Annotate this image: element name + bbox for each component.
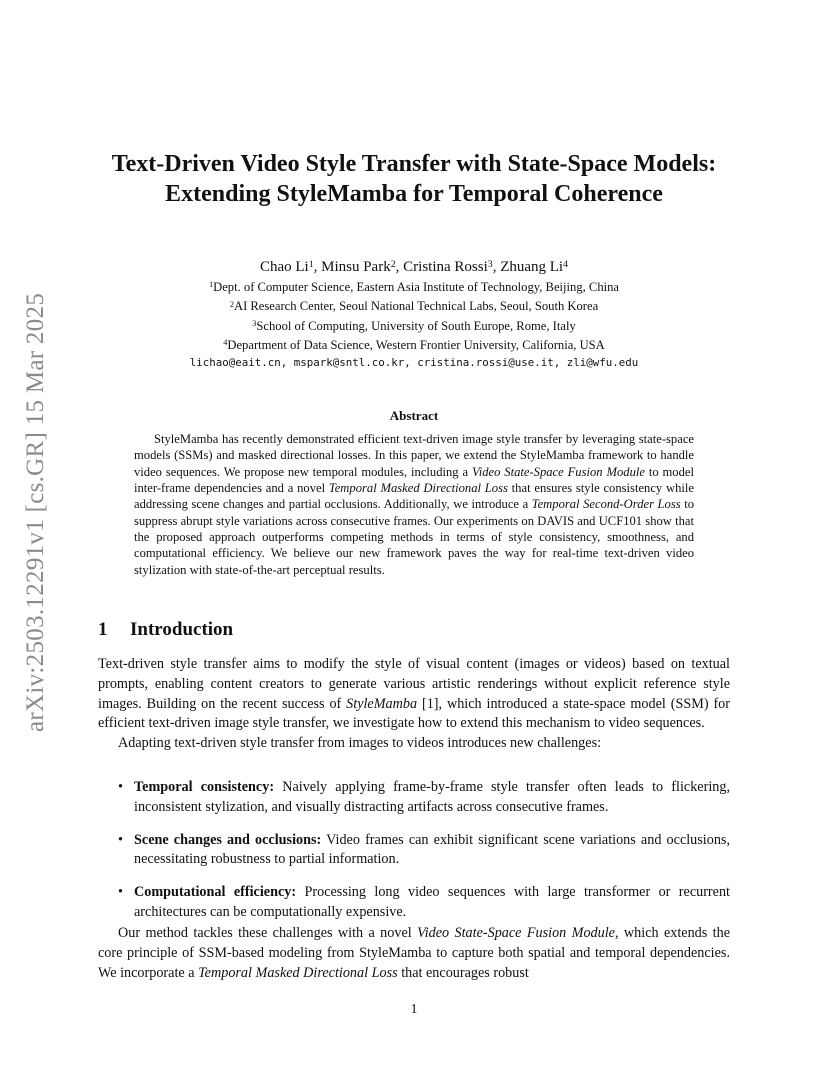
abstract-emphasis: Video State-Space Fusion Module — [471, 464, 645, 479]
paper-title: Text-Driven Video Style Transfer with State-Space Models: Extending StyleMamba for Temporal Coherence — [111, 151, 717, 207]
text-segment: , which extends the core principle of SSM-based modeling from StyleMamba to capture both spatial and temporal dependencies. We incorporate a — [98, 925, 731, 981]
author-list: Chao Li$^1$, Minsu Park$^2$, Cristina Rossi$^3$, Zhuang Li$^4$ — [259, 258, 569, 275]
intro-paragraph-1 — [98, 655, 730, 734]
list-item-text: Processing long video sequences with large transformer or recurrent architectures can be computationally expensive. — [134, 884, 730, 920]
list-item — [98, 883, 730, 923]
author-name: Minsu Park — [321, 259, 391, 275]
arxiv-stamp: arXiv:2503.12291v1 [cs.GR] 15 Mar 2025 — [22, 292, 49, 732]
author-mark: 1 — [308, 258, 314, 270]
affiliation — [100, 336, 728, 355]
list-item — [98, 778, 730, 818]
affiliation — [100, 278, 728, 297]
affiliation-mark: 1 — [208, 280, 214, 290]
author-emails: lichao@eait.cn, mspark@sntl.co.kr, cristina.rossi@use.it, zli@wfu.edu — [189, 356, 639, 369]
abstract-segment: to suppress abrupt style variations across consecutive frames. Our experiments on DAVIS and UCF101 show that the proposed approach outperforms competing methods in terms of style consistency, smoothness, and computational efficiency. We believe our new framework paves the way for real-time text-driven video stylization with state-of-the-art perceptual results. — [134, 497, 695, 577]
affiliation-text: Department of Data Science, Western Frontier University, California, USA — [227, 338, 605, 353]
list-item-head: Computational efficiency: — [134, 884, 297, 901]
intro-paragraph-2: Adapting text-driven style transfer from images to videos introduces new challenges: — [118, 735, 602, 751]
intro-paragraph-3 — [98, 924, 730, 983]
author-name: Chao Li — [259, 259, 309, 275]
author-mark: 3 — [487, 258, 493, 270]
abstract-segment: that ensures style consistency while addressing scene changes and partial occlusions. Additionally, we introduce a — [134, 481, 694, 512]
affiliation — [100, 317, 728, 336]
bullet-icon: • — [118, 884, 123, 901]
affiliation-list — [100, 278, 728, 356]
abstract-text — [134, 431, 694, 578]
list-item — [98, 831, 730, 871]
abstract-heading: Abstract — [389, 408, 439, 423]
list-item-text: Naively applying frame-by-frame style transfer often leads to flickering, inconsistent stylization, and visually distracting artifacts across consecutive frames. — [134, 779, 730, 815]
text-segment: that encourages robust — [397, 964, 529, 981]
affiliation-mark: 3 — [252, 319, 257, 329]
author-mark: 2 — [390, 258, 396, 270]
affiliation-text: School of Computing, University of South Europe, Rome, Italy — [256, 318, 576, 333]
abstract-segment: to model inter-frame dependencies and a novel — [134, 464, 694, 496]
affiliation-text: AI Research Center, Seoul National Technical Labs, Seoul, South Korea — [233, 299, 599, 314]
author-name: Cristina Rossi — [403, 259, 488, 275]
list-item-head: Temporal consistency: — [134, 779, 275, 795]
abstract-segment: StyleMamba has recently demonstrated efficient text-driven image style transfer by leveraging state-space models (SSMs) and masked directional losses. In this paper, we extend the StyleMamba framework to handle video sequences. We propose new temporal modules, including a — [134, 432, 694, 479]
affiliation-text: Dept. of Computer Science, Eastern Asia Institute of Technology, Beijing, China — [213, 280, 620, 294]
section-title: Introduction — [130, 619, 234, 640]
affiliation — [100, 297, 728, 316]
affiliation-mark: 4 — [223, 338, 228, 348]
author-mark: 4 — [563, 258, 569, 270]
page-number: 1 — [410, 1002, 418, 1017]
section-heading — [98, 618, 233, 642]
text-emphasis: StyleMamba — [346, 695, 418, 712]
list-item-head: Scene changes and occlusions: — [134, 831, 322, 848]
abstract-emphasis: Temporal Second-Order Loss — [531, 497, 681, 512]
abstract-emphasis: Temporal Masked Directional Loss — [328, 481, 508, 496]
list-item-text: Video frames can exhibit significant scene variations and occlusions, necessitating robustness to partial information. — [134, 831, 730, 868]
text-segment: Our method tackles these challenges with a novel — [118, 925, 418, 941]
affiliation-mark: 2 — [229, 299, 234, 309]
text-emphasis: Video State-Space Fusion Module — [417, 925, 615, 941]
section-number: 1 — [98, 619, 108, 640]
bullet-icon: • — [118, 831, 123, 848]
text-segment: [1], which introduced a state-space model (SSM) for efficient text-driven image style transfer, we investigate how to extend this mechanism to video sequences. — [98, 695, 730, 732]
bullet-icon: • — [118, 779, 123, 795]
text-emphasis: Temporal Masked Directional Loss — [198, 964, 398, 981]
challenge-list — [98, 778, 730, 936]
author-name: Zhuang Li — [500, 259, 564, 275]
text-segment: Text-driven style transfer aims to modify the style of visual content (images or videos) based on textual prompts, enabling content creators to generate various artistic renderings without explicit reference style images. Building on the recent success of — [98, 656, 730, 712]
